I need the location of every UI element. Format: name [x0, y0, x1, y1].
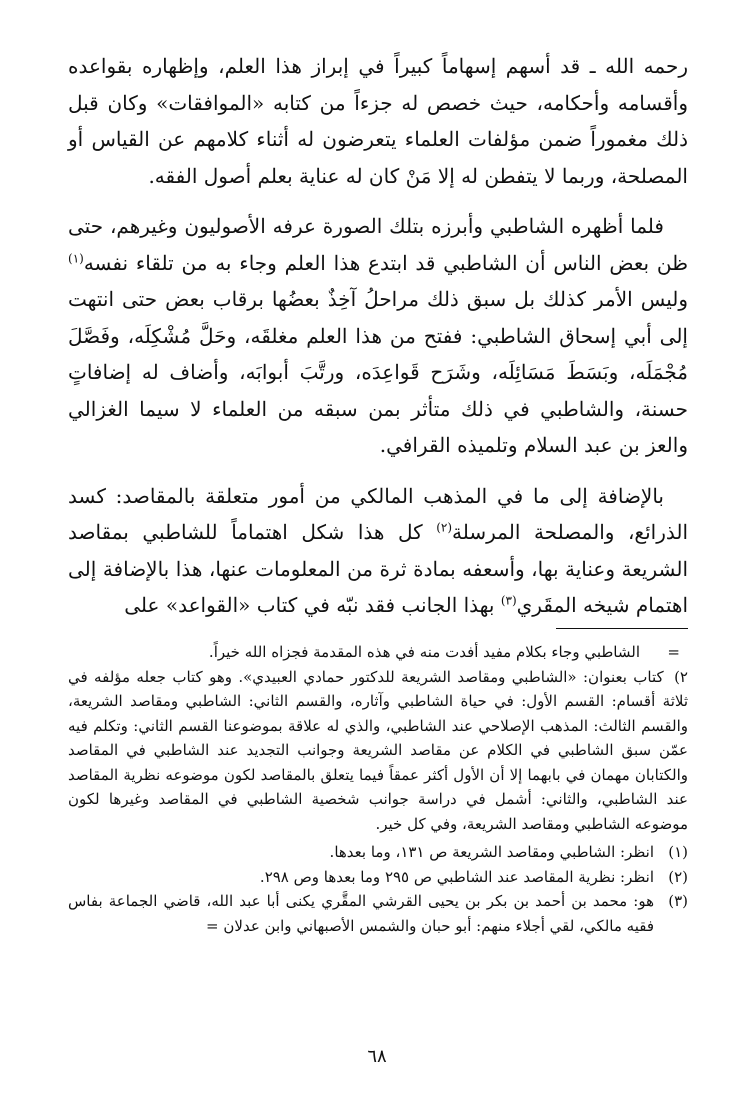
footnote-text: انظر: نظرية المقاصد عند الشاطبي ص ٢٩٥ وما بعدها وص ٢٩٨.: [259, 867, 654, 886]
paragraph-2: [68, 208, 688, 464]
paragraph-2-text-after: وليس الأمر كذلك بل سبق ذلك مراحلُ آخِذٌ بعضُها برقاب بعض حتى انتهت إلى أبي إسحاق الشاطبي: ففتح من هذا العلم مغلقَه، وحَلَّ مُشْكِلَه، وفَصَّلَ مُجْمَلَه، وبَسَطَ مَسَائِلَه، وشَرَح قَواعِدَه، ورتَّبَ أبوابَه، وأضاف له إضافاتٍ حسنة، والشاطبي في ذلك متأثر بمن سبقه من العلماء لا سيما الغزالي والعز بن عبد السلام وتلميذه القرافي.: [68, 287, 688, 457]
continuation-mark: =: [667, 643, 680, 661]
paragraph-3-text-3: بهذا الجانب فقد نبّه في كتاب «القواعد» على: [124, 593, 501, 617]
footnote-ref-2: (٢): [436, 520, 453, 535]
page-number: ٦٨: [367, 1046, 387, 1067]
paragraph-1: [68, 48, 688, 194]
main-text: [68, 48, 688, 638]
paragraph-3-text-1: بالإضافة إلى ما في المذهب المالكي من أمور متعلقة بالمقاصد: كسد الذرائع، والمصلحة المرسلة: [68, 483, 688, 544]
paragraph-1-text: رحمه الله ـ قد أسهم إسهاماً كبيراً في إبراز هذا العلم، وإظهاره بقواعده وأقسامه وأحكامه، حيث خصص له جزءاً من كتابه «الموافقات» وكان قبل ذلك مغموراً ضمن مؤلفات العلماء يتعرضون له أثناء كلامهم عن القياس أو المصلحة، وربما لا يتفطن له إلا مَنْ كان له عناية بعلم أصول الفقه.: [68, 54, 688, 188]
footnote-continuation-text: الشاطبي وجاء بكلام مفيد أفدت منه في هذه المقدمة فجزاه الله خيراً.: [208, 643, 640, 661]
footnote-ref-3: (٣): [500, 593, 517, 608]
footnote-ref-1: (١): [68, 250, 84, 265]
footnote-item-2: [68, 865, 688, 890]
footnote-book-description: [68, 665, 688, 837]
footnote-block-text: كتاب بعنوان: «الشاطبي ومقاصد الشريعة للدكتور حمادي العبيدي». وهو كتاب جعله مؤلفه في ثلاثة أقسام: القسم الأول: في حياة الشاطبي وآثاره، والقسم الثاني: الشاطبي ومقاصد الشريعة، والقسم الثالث: المذهب الإصلاحي عند الشاطبي، والذي له علاقة بموضوعنا القسم الثاني: وتكلم فيه عمّن سبق الشاطبي في الكلام عن مقاصد الشريعة وجوانب التجديد عند الشاطبي في المقاصد والكتابان مهمان في بابهما إلا أن الأول أكثر عمقاً فيما يتعلق بالمقاصد لكون موضوعه نظرية المقاصد عند الشاطبي، والثاني: أشمل في دراسة جوانب شخصية الشاطبي في المقاصد وغيرها لكون موضوعه الشاطبي ومقاصد الشريعة، وفي كل خير.: [68, 667, 688, 833]
footnote-item-1: [68, 840, 688, 865]
footnote-text: هو: محمد بن أحمد بن بكر بن يحيى القرشي المقَّري يكنى أبا عبد الله، قاضي الجماعة بفاس فقيه مالكي، لقي أجلاء منهم: أبو حبان والشمس الأصبهاني وابن عدلان =: [68, 892, 654, 935]
footnote-number: (١): [668, 843, 688, 861]
footnotes: [68, 640, 688, 938]
footnote-text: انظر: الشاطبي ومقاصد الشريعة ص ١٣١، وما بعدها.: [329, 843, 654, 861]
footnote-item-3: [68, 889, 688, 938]
footnote-continuation: [68, 640, 688, 665]
footnote-block-number: ٢): [674, 667, 688, 686]
paragraph-2-text-before: فلما أظهره الشاطبي وأبرزه بتلك الصورة عرفه الأصوليون وغيرهم، حتى ظن بعض الناس أن الشاطبي قد ابتدع هذا العلم وجاء به من تلقاء نفسه: [68, 214, 688, 275]
footnote-separator: [556, 628, 688, 629]
footnote-number: (٢): [668, 867, 688, 886]
footnote-list: [68, 840, 688, 938]
paragraph-3-text-2: كل هذا شكل اهتماماً للشاطبي بمقاصد الشريعة وعناية بها، وأسعفه بمادة ثرة من المعلومات عنها، هذا بالإضافة إلى اهتمام شيخه المقَري: [68, 520, 688, 617]
paragraph-3: [68, 478, 688, 624]
footnote-number: (٣): [668, 892, 688, 910]
